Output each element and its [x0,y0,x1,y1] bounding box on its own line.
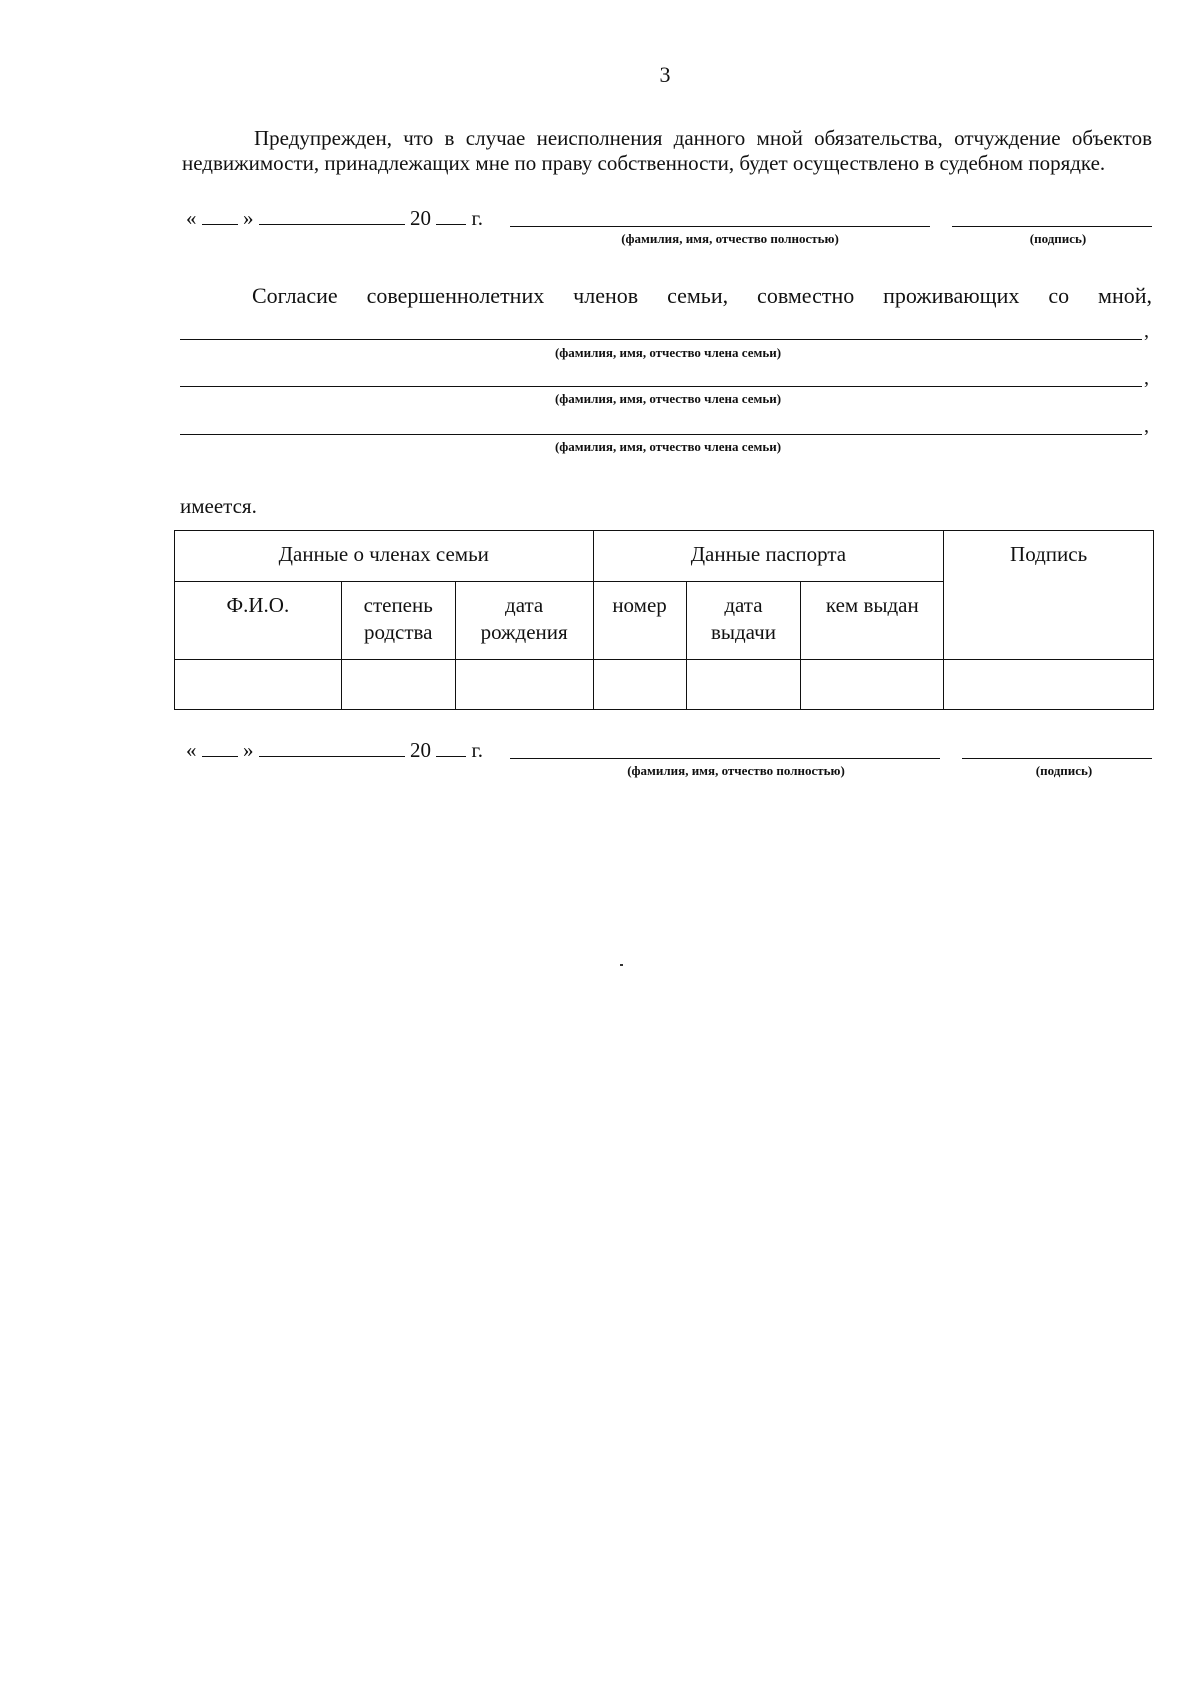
cell-birth-date[interactable] [455,660,593,710]
col-fio: Ф.И.О. [175,582,342,660]
full-name-line-2[interactable] [510,758,940,759]
cell-kinship[interactable] [341,660,455,710]
close-quote: » [243,206,254,230]
caption-signature-1: (подпись) [1029,231,1087,246]
signature-line-1[interactable] [952,226,1152,227]
cell-issue-date[interactable] [686,660,801,710]
year-field[interactable] [436,738,466,757]
col-issued-by: кем выдан [801,582,944,660]
col-passport-number: номер [593,582,686,660]
col-kinship: степень родства [341,582,455,660]
consent-text: Согласие совершеннолетних членов семьи, совместно проживающих со мной, [252,283,1152,308]
scan-speck [620,964,623,966]
year-suffix: г. [471,738,483,762]
col-birth-date: дата рождения [455,582,593,660]
member-line-1[interactable] [180,339,1142,340]
col-issue-date: дата выдачи [686,582,801,660]
member-line-1-comma: , [1144,320,1149,342]
member-caption-2: (фамилия, имя, отчество члена семьи) [554,391,782,406]
member-line-3[interactable] [180,434,1142,435]
year-field[interactable] [436,206,466,225]
member-line-3-comma: , [1144,415,1149,437]
warning-paragraph: Предупрежден, что в случае неисполнения данного мной обязательства, отчуждение объектов недвижимости, принадлежащих мне по праву собственности, будет осуществлено в судебном порядке. [182,126,1152,175]
full-name-line-1[interactable] [510,226,930,227]
open-quote: « [186,206,197,230]
cell-passport-number[interactable] [593,660,686,710]
has-text: имеется. [180,494,257,518]
table-row [175,660,1154,710]
year-prefix: 20 [410,206,431,230]
day-field[interactable] [202,738,238,757]
year-prefix: 20 [410,738,431,762]
header-family-data: Данные о членах семьи [175,531,594,582]
caption-full-name-1: (фамилия, имя, отчество полностью) [621,231,839,246]
member-caption-1: (фамилия, имя, отчество члена семьи) [554,345,782,360]
date-row-2 [186,738,483,763]
month-field[interactable] [259,206,405,225]
member-caption-3: (фамилия, имя, отчество члена семьи) [554,439,782,454]
open-quote: « [186,738,197,762]
date-row-1 [186,206,483,231]
member-line-2-comma: , [1144,367,1149,389]
signature-line-2[interactable] [962,758,1152,759]
month-field[interactable] [259,738,405,757]
day-field[interactable] [202,206,238,225]
header-passport-data: Данные паспорта [593,531,944,582]
cell-signature[interactable] [944,660,1154,710]
member-line-2[interactable] [180,386,1142,387]
caption-full-name-2: (фамилия, имя, отчество полностью) [627,763,845,778]
cell-issued-by[interactable] [801,660,944,710]
cell-fio[interactable] [175,660,342,710]
close-quote: » [243,738,254,762]
header-signature: Подпись [944,531,1154,660]
page-number: 3 [659,62,671,87]
caption-signature-2: (подпись) [1035,763,1093,778]
year-suffix: г. [471,206,483,230]
family-data-table [174,530,1154,710]
